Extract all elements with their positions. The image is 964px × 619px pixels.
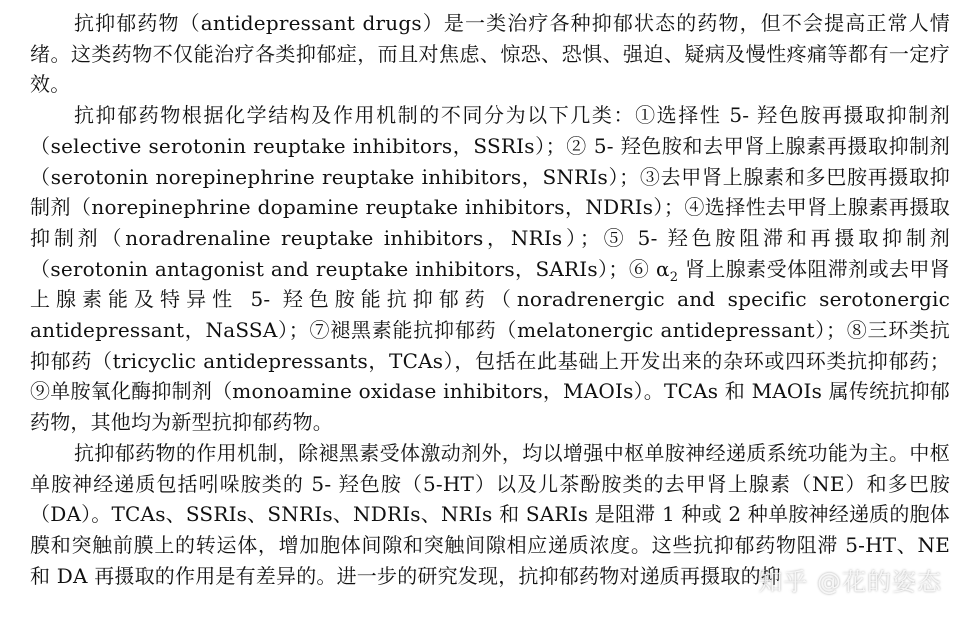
paragraph-classification (30, 100, 950, 438)
paragraph-definition (30, 8, 950, 100)
paragraph-text: 肾上腺素受体阻滞剂或去甲肾上腺素能及特异性 5- 羟色胺能抗抑郁药（noradrenergic and specific serotonergic antidepressant，NaSSA）；⑦褪黑素能抗抑郁药（melatonergic antidepressant）；⑧三环类抗抑郁药（tricyclic antidepressants，TCAs），包括在此基础上开发出来的杂环或四环类抗抑郁药；⑨单胺氧化酶抑制剂（monoamine oxidase inhibitors，MAOIs）。TCAs 和 MAOIs 属传统抗抑郁药物，其他均为新型抗抑郁药物。 (30, 256, 950, 435)
paragraph-text: 抗抑郁药物（antidepressant drugs）是一类治疗各种抑郁状态的药物，但不会提高正常人情绪。这类药物不仅能治疗各类抑郁症，而且对焦虑、惊恐、恐惧、强迫、疑病及慢性疼痛等都有一定疗效。 (30, 11, 950, 97)
alpha-subscript: 2 (669, 269, 679, 285)
paragraph-text: 抗抑郁药物的作用机制，除褪黑素受体激动剂外，均以增强中枢单胺神经递质系统功能为主。中枢单胺神经递质包括吲哚胺类的 5- 羟色胺（5-HT）以及儿茶酚胺类的去甲肾上腺素（NE）和多巴胺（DA）。TCAs、SSRIs、SNRIs、NDRIs、NRIs 和 SARIs 是阻滞 1 种或 2 种单胺神经递质的胞体膜和突触前膜上的转运体，增加胞体间隙和突触间隙相应递质浓度。这些抗抑郁药物阻滞 5-HT、NE 和 DA 再摄取的作用是有差异的。进一步的研究发现，抗抑郁药物对递质再摄取的抑 (30, 440, 950, 588)
watermark: 知乎 @花的姿态 (758, 568, 942, 596)
paragraph-text: 抗抑郁药物根据化学结构及作用机制的不同分为以下几类：①选择性 5- 羟色胺再摄取抑制剂（selective serotonin reuptake inhibitors，SSRIs）；② 5- 羟色胺和去甲肾上腺素再摄取抑制剂（serotonin norepinephrine reuptake inhibitors，SNRIs）；③去甲肾上腺素和多巴胺再摄取抑制剂（norepinephrine dopamine reuptake inhibitors，NDRIs）；④选择性去甲肾上腺素再摄取抑制剂（noradrenaline reuptake inhibitors，NRIs）；⑤ 5- 羟色胺阻滞和再摄取抑制剂（serotonin antagonist and reuptake inhibitors，SARIs）；⑥ α (30, 103, 950, 281)
